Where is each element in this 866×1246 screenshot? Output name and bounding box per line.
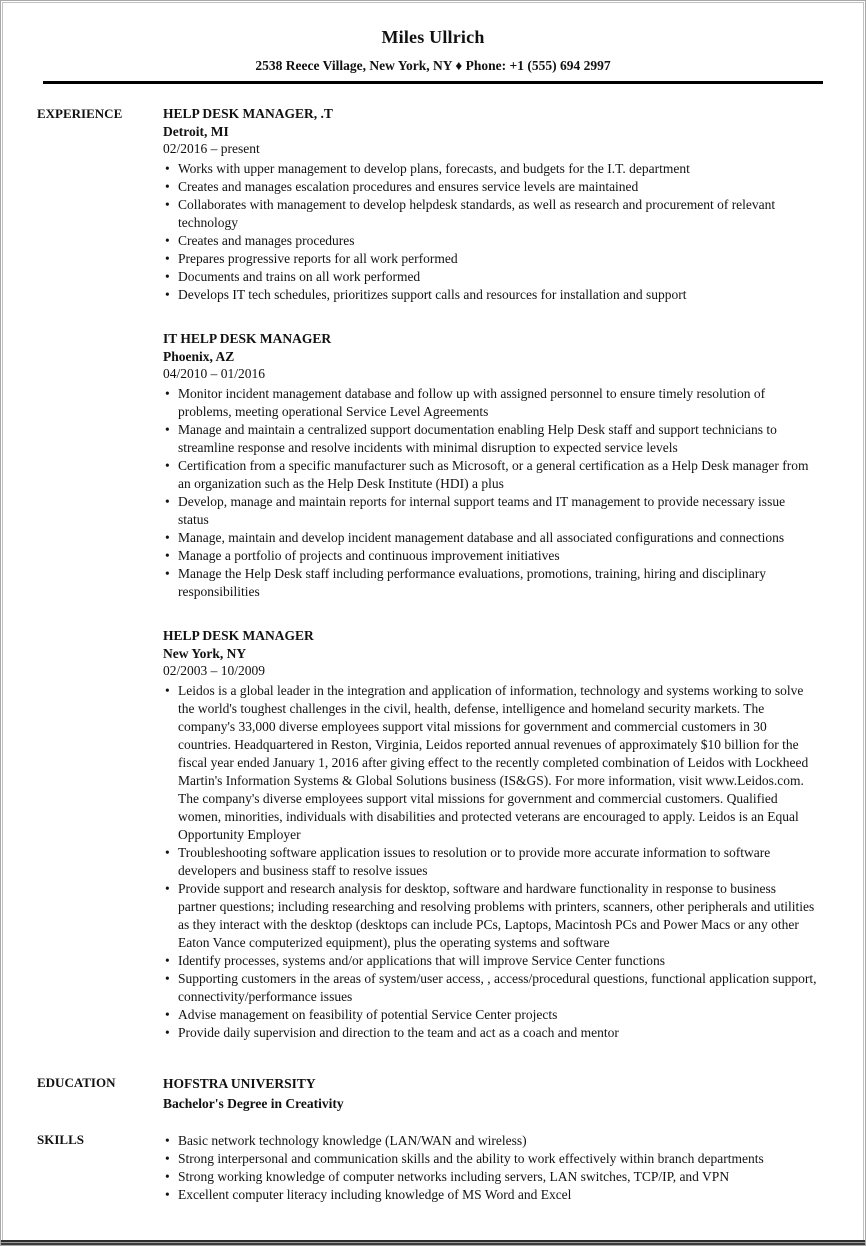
job-bullet-list [163,682,817,1042]
candidate-name: Miles Ullrich [381,27,485,47]
job-title: HELP DESK MANAGER, .T [163,106,333,121]
job-bullet: • Collaborates with management to develop helpdesk standards, as well as research and procurement of relevant technology [163,196,817,232]
job-bullet: • Develops IT tech schedules, prioritizes support calls and resources for installation and support [163,286,817,304]
experience-section-content [163,105,817,1042]
education-school: HOFSTRA UNIVERSITY [163,1076,316,1091]
job-bullet: • Monitor incident management database and follow up with assigned personnel to ensure timely resolution of problems, meeting operational Service Level Agreements [163,385,817,421]
skills-section-content [163,1131,817,1204]
job-dates: 02/2016 – present [163,141,260,156]
education-section-content [163,1074,817,1114]
skill-bullet: • Strong interpersonal and communication skills and the ability to work effectively within branch departments [163,1150,817,1168]
job-dates: 02/2003 – 10/2009 [163,663,266,678]
job-bullet: • Works with upper management to develop plans, forecasts, and budgets for the I.T. department [163,160,817,178]
job-bullet: • Manage a portfolio of projects and continuous improvement initiatives [163,547,817,565]
skill-bullet: • Excellent computer literacy including knowledge of MS Word and Excel [163,1186,817,1204]
job-entry [163,105,817,304]
job-bullet: • Supporting customers in the areas of system/user access, , access/procedural questions, functional application support, connectivity/performance issues [163,970,817,1006]
job-title: HELP DESK MANAGER [163,628,314,643]
job-bullet: • Provide support and research analysis for desktop, software and hardware functionality in response to business partner questions; including researching and resolving problems with printers, scanners, other peripherals and utilities as they interact with the desktop (desktops can include PCs, Laptops, Macintosh PCs and Power Macs or any other Eaton Vance computerized equipment), plus the operating systems and software [163,880,817,952]
experience-section-label: EXPERIENCE [37,106,123,121]
skill-bullet: • Strong working knowledge of computer networks including servers, LAN switches, TCP/IP, and VPN [163,1168,817,1186]
job-title: IT HELP DESK MANAGER [163,331,332,346]
job-location: Detroit, MI [163,124,229,139]
job-bullet: • Prepares progressive reports for all work performed [163,250,817,268]
job-bullet: • Leidos is a global leader in the integration and application of information, technology and systems working to solve the world's toughest challenges in the civil, health, defense, intelligence and homeland security markets. The company's 33,000 diverse employees support vital missions for government and commercial customers in 30 countries. Headquartered in Reston, Virginia, Leidos reported annual revenues of approximately $10 billion for the fiscal year ended January 1, 2016 after giving effect to the recently completed combination of Leidos with Lockheed Martin's Information Systems & Global Solutions business (IS&GS). For more information, visit www.Leidos.com. The company's diverse employees support vital missions for government and commercial customers. Qualified women, minorities, individuals with disabilities and protected veterans are encouraged to apply. Leidos is an Equal Opportunity Employer [163,682,817,844]
skills-section [37,1131,825,1204]
skills-section-label: SKILLS [37,1132,84,1147]
job-bullet: • Troubleshooting software application issues to resolution or to provide more accurate information to software developers and business staff to resolve issues [163,844,817,880]
job-bullet-list [163,385,817,601]
job-bullet: • Certification from a specific manufacturer such as Microsoft, or a general certification as a Help Desk manager from an organization such as the Help Desk Institute (HDI) a plus [163,457,817,493]
resume-header [1,1,865,84]
contact-line: 2538 Reece Village, New York, NY ♦ Phone: +1 (555) 694 2997 [255,58,611,73]
job-bullet: • Manage, maintain and develop incident management database and all associated configurations and connections [163,529,817,547]
skill-bullet: • Basic network technology knowledge (LAN/WAN and wireless) [163,1132,817,1150]
job-bullet: • Develop, manage and maintain reports for internal support teams and IT management to provide necessary issue status [163,493,817,529]
job-bullet: • Documents and trains on all work performed [163,268,817,286]
job-bullet: • Creates and manages procedures [163,232,817,250]
job-bullet-list [163,160,817,304]
resume-body [1,84,865,1204]
job-entry [163,330,817,601]
skills-bullet-list [163,1132,817,1204]
job-bullet: • Identify processes, systems and/or applications that will improve Service Center functions [163,952,817,970]
job-entry [163,627,817,1042]
job-bullet: • Manage the Help Desk staff including performance evaluations, promotions, training, hiring and disciplinary responsibilities [163,565,817,601]
education-section [37,1074,825,1114]
experience-section [37,105,825,1042]
education-degree: Bachelor's Degree in Creativity [163,1096,344,1111]
job-location: Phoenix, AZ [163,349,235,364]
page-bottom-edge [1,1240,865,1245]
job-bullet: • Creates and manages escalation procedures and ensures service levels are maintained [163,178,817,196]
education-section-label: EDUCATION [37,1075,116,1090]
job-bullet: • Manage and maintain a centralized support documentation enabling Help Desk staff and support technicians to streamline response and resolve incidents with minimal disruption to expected service levels [163,421,817,457]
job-dates: 04/2010 – 01/2016 [163,366,266,381]
job-bullet: • Provide daily supervision and direction to the team and act as a coach and mentor [163,1024,817,1042]
job-location: New York, NY [163,646,247,661]
job-bullet: • Advise management on feasibility of potential Service Center projects [163,1006,817,1024]
